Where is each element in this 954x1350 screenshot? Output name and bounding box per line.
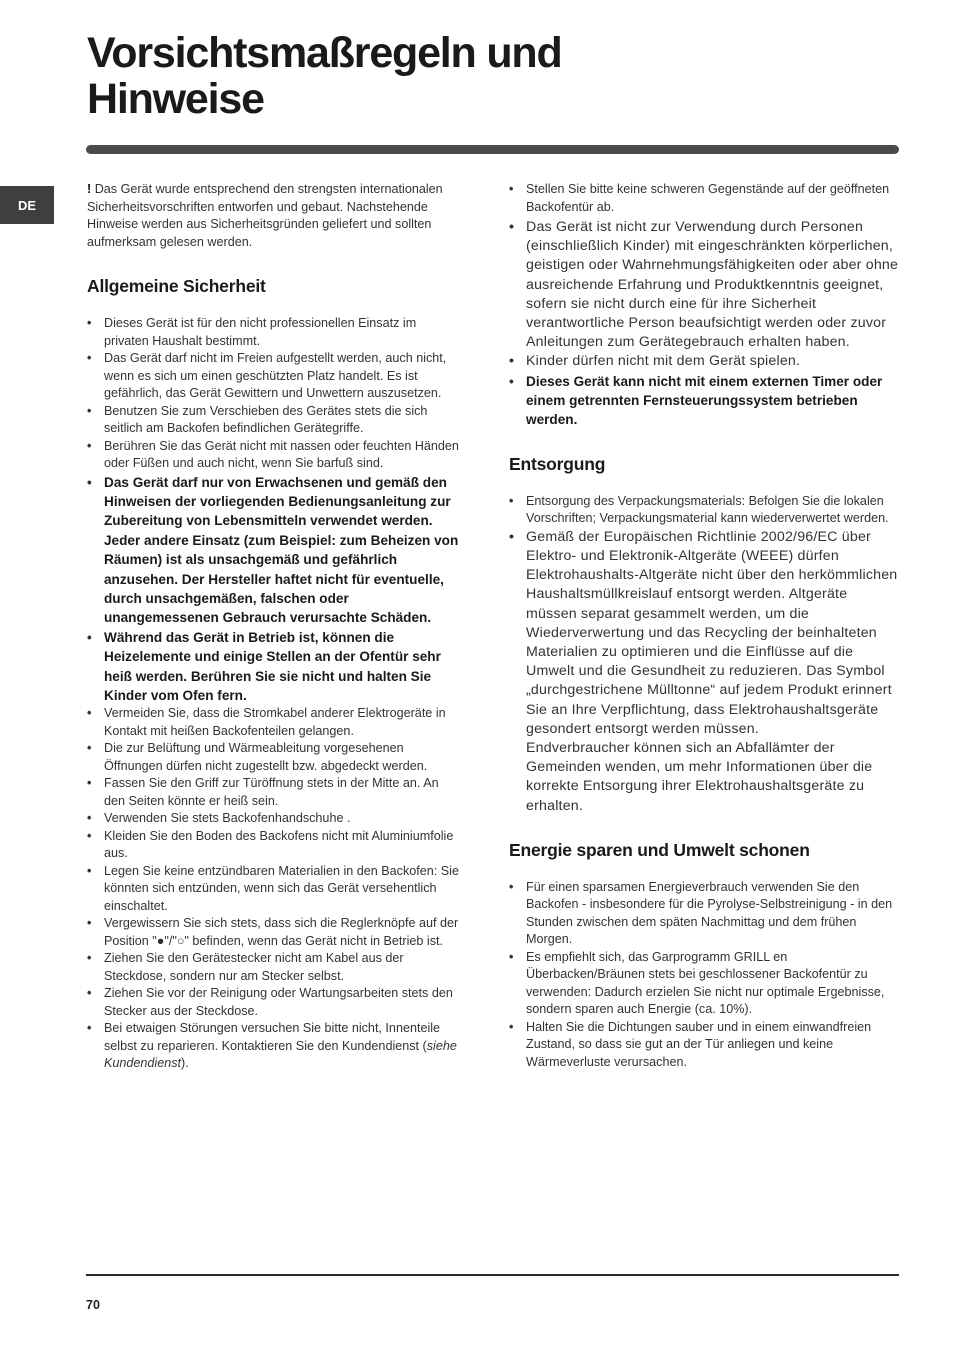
list-item: • Das Gerät darf nicht im Freien aufgestellt werden, auch nicht, wenn es sich um einen geschützten Platz handelt. Es ist gefährlich, das Gerät Gewittern und Unwettern auszusetzen.	[87, 350, 462, 403]
list-item: • Dieses Gerät kann nicht mit einem externen Timer oder einem getrennten Fernsteuerungssystem betrieben werden.	[509, 372, 899, 430]
list-item: • Ziehen Sie vor der Reinigung oder Wartungsarbeiten stets den Stecker aus der Steckdose.	[87, 985, 462, 1020]
list-item: • Entsorgung des Verpackungsmaterials: Befolgen Sie die lokalen Vorschriften; Verpackungsmaterial kann wiederverwertet werden.	[509, 493, 899, 528]
list-item: • Für einen sparsamen Energieverbrauch verwenden Sie den Backofen - insbesondere für die Pyrolyse-Selbstreinigung - in den Stunden zwischen dem späten Nachmittag und dem frühen Morgen.	[509, 879, 899, 949]
list-item: • Berühren Sie das Gerät nicht mit nassen oder feuchten Händen oder Füßen und auch nicht, wenn Sie barfuß sind.	[87, 438, 462, 473]
intro-paragraph	[87, 181, 462, 251]
disposal-list	[509, 493, 899, 816]
left-column	[87, 181, 462, 1073]
list-item	[87, 1020, 462, 1073]
list-item: • Legen Sie keine entzündbaren Materialien in den Backofen: Sie könnten sich entzünden, wenn sich das Gerät versehentlich einschaltet.	[87, 863, 462, 916]
list-item: • Vergewissern Sie sich stets, dass sich die Reglerknöpfe auf der Position "●"/"○" befinden, wenn das Gerät nicht in Betrieb ist.	[87, 915, 462, 950]
list-item: • Verwenden Sie stets Backofenhandschuhe .	[87, 810, 462, 828]
list-item: • Es empfiehlt sich, das Garprogramm GRILL en Überbacken/Bräunen stets bei geschlossener Backofentür zu verwenden: Dadurch erzielen Sie nicht nur optimale Ergebnisse, sondern sparen auch Energie (ca. 10%).	[509, 949, 899, 1019]
general-safety-list	[87, 315, 462, 1073]
list-item: • Kleiden Sie den Boden des Backofens nicht mit Aluminiumfolie aus.	[87, 828, 462, 863]
list-item: • Die zur Belüftung und Wärmeableitung vorgesehenen Öffnungen dürfen nicht zugestellt bzw. abgedeckt werden.	[87, 740, 462, 775]
list-item: • Halten Sie die Dichtungen sauber und in einem einwandfreien Zustand, so dass sie gut an der Tür anliegen und keine Wärmeverluste verursachen.	[509, 1019, 899, 1072]
page-number: 70	[86, 1298, 100, 1312]
list-item: • Stellen Sie bitte keine schweren Gegenstände auf der geöffneten Backofentür ab.	[509, 181, 899, 216]
list-item: • Ziehen Sie den Gerätestecker nicht am Kabel aus der Steckdose, sondern nur am Stecker selbst.	[87, 950, 462, 985]
section-heading-disposal: Entsorgung	[509, 453, 606, 474]
list-item: • Während das Gerät in Betrieb ist, können die Heizelemente und einige Stellen an der Ofentür sehr heiß werden. Berühren Sie sie nicht und halten Sie Kinder vom Ofen fern.	[87, 628, 462, 706]
page-title-line-2: Hinweise	[87, 75, 264, 123]
intro-text: Das Gerät wurde entsprechend den strengsten internationalen Sicherheitsvorschriften entworfen und gebaut. Nachstehende Hinweise werden aus Sicherheitsgründen geliefert und sollten aufmerksam gelesen werden.	[87, 182, 443, 249]
list-item: • Benutzen Sie zum Verschieben des Gerätes stets die sich seitlich am Backofen befindlichen Gerätegriffe.	[87, 403, 462, 438]
section-heading-energy: Energie sparen und Umwelt schonen	[509, 839, 810, 860]
list-item: • Kinder dürfen nicht mit dem Gerät spielen.	[509, 352, 899, 371]
list-item: • Das Gerät ist nicht zur Verwendung durch Personen (einschließlich Kinder) mit eingeschränkten körperlichen, geistigen oder Wahrnehmungsfähigkeiten oder aber ohne ausreichende Erfahrung und Produktkenntnis geeignet, sofern sie nicht durch eine für ihre Sicherheit verantwortliche Person beaufsichtigt werden oder zuvor Anleitungen zum Gerätegebrauch erhalten haben.	[509, 218, 899, 352]
header-divider	[86, 145, 899, 154]
list-item-continuation: Endverbraucher können sich an Abfallämter der Gemeinden wenden, um mehr Informationen über die korrekte Entsorgung ihrer Elektrohaushaltsgeräte zu erhalten.	[526, 740, 873, 814]
list-item: • Dieses Gerät ist für den nicht professionellen Einsatz im privaten Haushalt bestimmt.	[87, 315, 462, 350]
language-tab: DE	[0, 186, 54, 224]
footer-divider	[86, 1274, 899, 1276]
warning-mark: !	[87, 182, 92, 196]
cross-reference: siehe Kundendienst	[104, 1038, 457, 1071]
page-title	[87, 30, 562, 122]
list-item: • Fassen Sie den Griff zur Türöffnung stets in der Mitte an. An den Seiten könnte er heiß sein.	[87, 775, 462, 810]
list-item: • Vermeiden Sie, dass die Stromkabel anderer Elektrogeräte in Kontakt mit heißen Backofenteilen gelangen.	[87, 705, 462, 740]
energy-list	[509, 879, 899, 1072]
safety-continued-list	[509, 181, 899, 430]
list-item-text: Gemäß der Europäischen Richtlinie 2002/96/EC über Elektro- und Elektronik-Altgeräte (WEEE) dürfen Elektrohaushalts-Altgeräte nicht über den herkömmlichen Haushaltsmüllkreislauf entsorgt werden. Altgeräte müssen separat gesammelt werden, um die Wiederverwertung und das Recycling der beinhalteten Materialien zu optimieren und die Einflüsse auf die Umwelt und die Gesundheit zu reduzieren. Das Symbol „durchgestrichene Mülltonne“ auf jedem Produkt erinnert Sie an Ihre Verpflichtung, dass Elektrohaushaltsgeräte gesondert entsorgt werden müssen.	[526, 528, 898, 737]
list-item	[509, 528, 899, 816]
right-column	[509, 181, 899, 1071]
page-title-line-1: Vorsichtsmaßregeln und	[87, 29, 562, 77]
list-item-text: Bei etwaigen Störungen versuchen Sie bitte nicht, Innenteile selbst zu reparieren. Kontaktieren Sie den Kundendienst (	[104, 1021, 441, 1053]
list-item-text-end: ).	[181, 1056, 189, 1071]
list-item: • Das Gerät darf nur von Erwachsenen und gemäß den Hinweisen der vorliegenden Bedienungsanleitung zur Zubereitung von Lebensmitteln verwendet werden. Jeder andere Einsatz (zum Beispiel: zum Beheizen von Räumen) ist als unsachgemäß und gefährlich anzusehen. Der Hersteller haftet nicht für eventuelle, durch unsachgemäßen, falschen oder unangemessenen Gebrauch verursachte Schäden.	[87, 473, 462, 628]
section-heading-general-safety: Allgemeine Sicherheit	[87, 276, 266, 296]
